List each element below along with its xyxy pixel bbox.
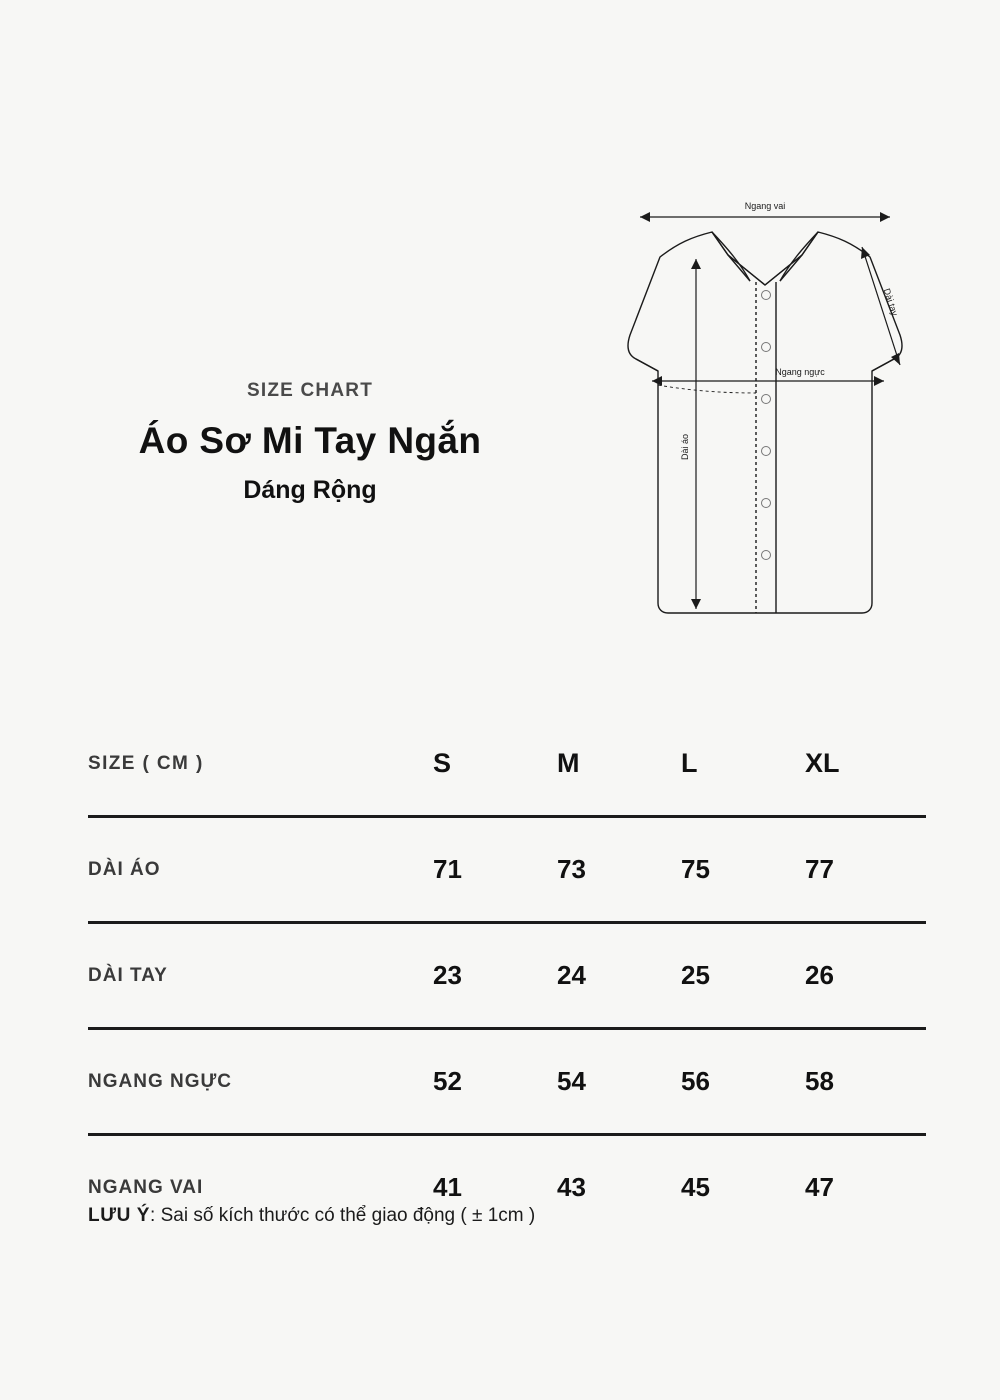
row-label-ngang-nguc: NGANG NGỰC (88, 1029, 433, 1135)
product-subtitle: Dáng Rộng (243, 476, 377, 504)
table-header-row (88, 712, 926, 817)
cell-ngang-nguc-s: 52 (433, 1029, 557, 1135)
shirt-diagram (600, 185, 930, 635)
cell-ngang-nguc-l: 56 (681, 1029, 805, 1135)
note-prefix: LƯU Ý (88, 1205, 151, 1226)
row-label-ngang-vai: NGANG VAI (88, 1176, 204, 1198)
cell-dai-ao-l: 75 (681, 817, 805, 923)
note-text: : Sai số kích thước có thể giao động ( ± 1cm ) (150, 1205, 536, 1226)
cell-ngang-vai-m: 43 (557, 1172, 586, 1202)
cell-ngang-vai-xl: 47 (805, 1172, 834, 1202)
row-label-dai-ao: DÀI ÁO (88, 817, 433, 923)
product-title: Áo Sơ Mi Tay Ngắn (138, 420, 482, 461)
cell-dai-tay-s: 23 (433, 923, 557, 1029)
cell-dai-tay-xl: 26 (805, 923, 926, 1029)
cell-ngang-nguc-m: 54 (557, 1029, 681, 1135)
label-chest: Ngang ngực (775, 367, 825, 377)
cell-dai-tay-m: 24 (557, 923, 681, 1029)
table-row (88, 1029, 926, 1135)
note (88, 1205, 535, 1227)
table-row (88, 923, 926, 1029)
row-label-dai-tay: DÀI TAY (88, 923, 433, 1029)
table-header-size-cm: SIZE ( CM ) (88, 712, 433, 817)
cell-dai-ao-m: 73 (557, 817, 681, 923)
cell-dai-ao-xl: 77 (805, 817, 926, 923)
table-header-xl: XL (805, 712, 926, 817)
size-chart-eyebrow: SIZE CHART (247, 380, 373, 401)
cell-ngang-vai-l: 45 (681, 1172, 710, 1202)
size-table-container (88, 712, 926, 1239)
cell-ngang-vai-s: 41 (433, 1172, 462, 1202)
label-length: Dài áo (680, 433, 690, 461)
table-row (88, 817, 926, 923)
cell-ngang-nguc-xl: 58 (805, 1029, 926, 1135)
label-sleeve: Dài tay (881, 287, 900, 317)
table-header-s: S (433, 712, 557, 817)
size-table (88, 712, 926, 1239)
cell-dai-ao-s: 71 (433, 817, 557, 923)
cell-dai-tay-l: 25 (681, 923, 805, 1029)
label-shoulder: Ngang vai (744, 201, 786, 211)
table-header-m: M (557, 712, 681, 817)
size-chart-header (0, 380, 620, 505)
table-header-l: L (681, 712, 805, 817)
